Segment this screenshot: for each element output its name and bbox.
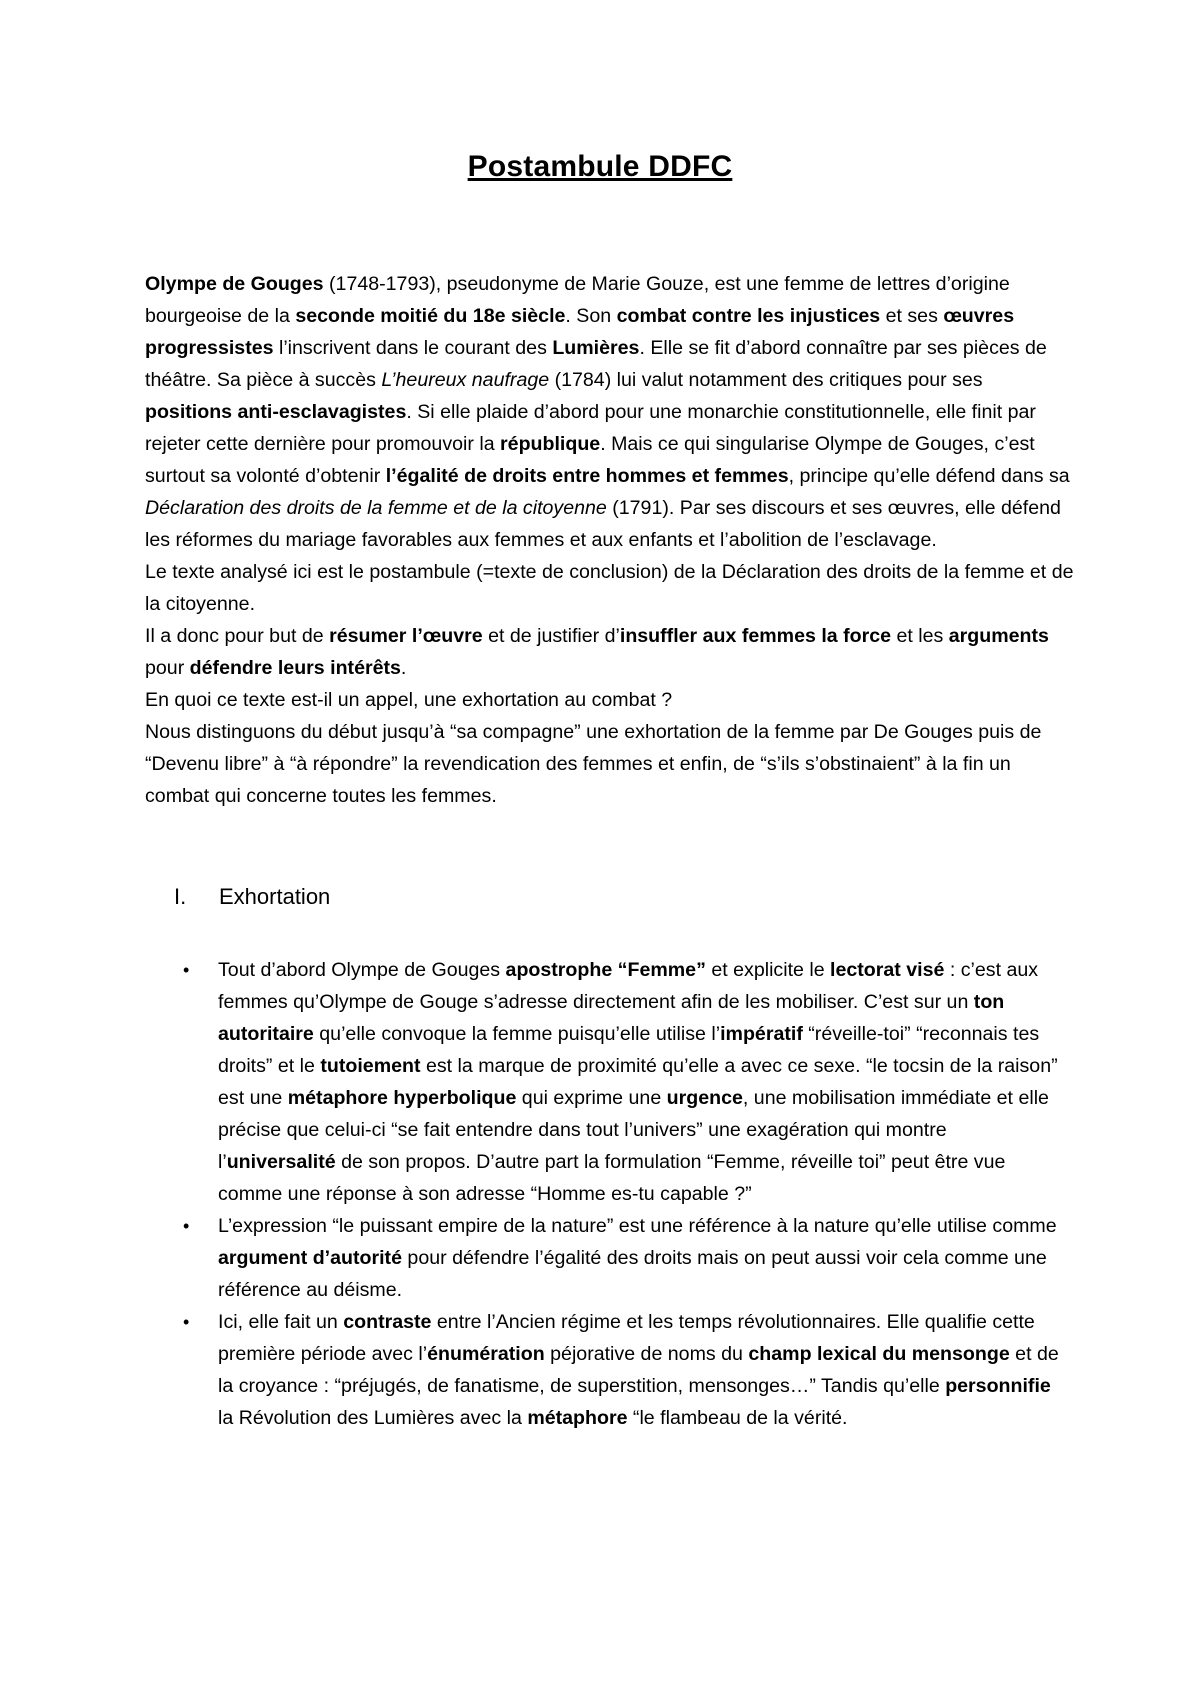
text-run: et les xyxy=(891,625,949,647)
bold-run: énumération xyxy=(427,1343,545,1365)
text-run: . Mais ce qui singularise Olympe de Gouges, c’est surtout sa volonté d’obtenir xyxy=(145,433,1035,487)
intro-paragraph xyxy=(145,556,1075,620)
bullet-text xyxy=(218,1215,1057,1301)
bold-run: œuvres progressistes xyxy=(145,305,1015,359)
bold-run: tutoiement xyxy=(320,1055,421,1077)
bullet-item xyxy=(183,1306,1063,1434)
text-run: L’expression “le puissant empire de la nature” est une référence à la nature qu’elle utilise comme xyxy=(218,1215,1057,1237)
text-run: , une mobilisation immédiate et elle précise que celui-ci “se fait entendre dans tout l’univers” une exagération qui montre l’ xyxy=(218,1087,1049,1173)
bold-run: ton autoritaire xyxy=(218,991,1005,1045)
bullet-text xyxy=(218,959,1058,1205)
problematic-question xyxy=(145,684,1075,716)
bullet-item xyxy=(183,954,1063,1210)
italic-run: L’heureux naufrage xyxy=(381,369,550,391)
bold-run: arguments xyxy=(948,625,1049,647)
text-run: (1791). Par ses discours et ses œuvres, elle défend les réformes du mariage favorables aux femmes et aux enfants et l’abolition de l’esclavage. xyxy=(145,497,1061,551)
section-heading xyxy=(174,881,330,913)
text-run: Il a donc pour but de xyxy=(145,625,330,647)
document-title: Postambule DDFC xyxy=(467,150,733,183)
text-run: l’inscrivent dans le courant des xyxy=(273,337,553,359)
text-run: est la marque de proximité qu’elle a avec ce sexe. “le tocsin de la raison” est une xyxy=(218,1055,1058,1109)
text-run: Nous distinguons du début jusqu’à “sa compagne” une exhortation de la femme par De Gouges puis de “Devenu libre” à “à répondre” la revendication des femmes et enfin, de “s’ils s’obstinaient” à la fin un combat qui concerne toutes les femmes. xyxy=(145,721,1042,807)
bold-run: impératif xyxy=(720,1023,803,1045)
text-run: et de la croyance : “préjugés, de fanatisme, de superstition, mensonges…” Tandis qu’elle xyxy=(218,1343,1059,1397)
plan-paragraph xyxy=(145,716,1075,812)
intro-text xyxy=(145,268,1075,812)
text-run: “réveille-toi” “reconnais tes droits” et le xyxy=(218,1023,1040,1077)
text-run: et explicite le xyxy=(705,959,831,981)
text-run: pour xyxy=(145,657,190,679)
bold-run: l’égalité de droits entre hommes et femmes xyxy=(385,465,789,487)
text-run: qui exprime une xyxy=(516,1087,667,1109)
bold-run: résumer l’œuvre xyxy=(329,625,483,647)
bold-run: république xyxy=(500,433,601,455)
bold-run: Olympe de Gouges xyxy=(145,273,324,295)
text-run: : c’est aux femmes qu’Olympe de Gouge s’adresse directement afin de les mobiliser. C’est sur un xyxy=(218,959,1039,1013)
bold-run: contraste xyxy=(343,1311,432,1333)
text-run: Tout d’abord Olympe de Gouges xyxy=(218,959,506,981)
text-run: et de justifier d’ xyxy=(482,625,620,647)
intro-paragraph xyxy=(145,268,1075,556)
bullet-text xyxy=(218,1311,1059,1429)
bold-run: métaphore xyxy=(527,1407,628,1429)
text-run: , principe qu’elle défend dans sa xyxy=(788,465,1070,487)
text-run: En quoi ce texte est-il un appel, une exhortation au combat ? xyxy=(145,689,673,711)
text-run: la Révolution des Lumières avec la xyxy=(218,1407,528,1429)
bold-run: urgence xyxy=(666,1087,743,1109)
text-run: . xyxy=(400,657,407,679)
italic-run: Déclaration des droits de la femme et de la citoyenne xyxy=(145,497,607,519)
text-run: de son propos. D’autre part la formulation “Femme, réveille toi” peut être vue comme une réponse à son adresse “Homme es-tu capable ?” xyxy=(218,1151,1006,1205)
bold-run: positions anti-esclavagistes xyxy=(145,401,407,423)
bold-run: insuffler aux femmes la force xyxy=(619,625,892,647)
bullet-item xyxy=(183,1210,1063,1306)
bold-run: lectorat visé xyxy=(830,959,945,981)
bold-run: argument d’autorité xyxy=(218,1247,402,1269)
text-run: . Elle se fit d’abord connaître par ses pièces de théâtre. Sa pièce à succès xyxy=(145,337,1047,391)
bold-run: métaphore hyperbolique xyxy=(287,1087,517,1109)
text-run: (1784) lui valut notamment des critiques pour ses xyxy=(549,369,983,391)
text-run: . Si elle plaide d’abord pour une monarchie constitutionnelle, elle finit par rejeter cette dernière pour promouvoir la xyxy=(145,401,1036,455)
bullet-icon: • xyxy=(183,1216,190,1236)
bold-run: combat contre les injustices xyxy=(616,305,881,327)
text-run: Ici, elle fait un xyxy=(218,1311,344,1333)
text-run: et ses xyxy=(880,305,944,327)
bold-run: défendre leurs intérêts xyxy=(189,657,401,679)
text-run: . Son xyxy=(565,305,617,327)
bold-run: apostrophe “Femme” xyxy=(505,959,706,981)
bold-run: champ lexical du mensonge xyxy=(748,1343,1010,1365)
text-run: entre l’Ancien régime et les temps révolutionnaires. Elle qualifie cette première période avec l’ xyxy=(218,1311,1035,1365)
bold-run: Lumières xyxy=(552,337,640,359)
bold-run: personnifie xyxy=(945,1375,1051,1397)
section-title: Exhortation xyxy=(219,884,331,909)
text-run: péjorative de noms du xyxy=(544,1343,749,1365)
text-run: qu’elle convoque la femme puisqu’elle utilise l’ xyxy=(313,1023,721,1045)
text-run: Le texte analysé ici est le postambule (=texte de conclusion) de la Déclaration des droits de la femme et de la citoyenne. xyxy=(145,561,1074,615)
bullet-list xyxy=(183,954,1063,1434)
intro-paragraph xyxy=(145,620,1075,684)
bullet-icon: • xyxy=(183,1312,190,1332)
text-run: “le flambeau de la vérité. xyxy=(627,1407,848,1429)
bold-run: seconde moitié du 18e siècle xyxy=(295,305,566,327)
bullet-icon: • xyxy=(183,960,190,980)
text-run: (1748-1793), pseudonyme de Marie Gouze, est une femme de lettres d’origine bourgeoise de la xyxy=(145,273,1010,327)
bold-run: universalité xyxy=(226,1151,336,1173)
text-run: pour défendre l’égalité des droits mais on peut aussi voir cela comme une référence au déisme. xyxy=(218,1247,1047,1301)
section-number: I. xyxy=(174,884,187,909)
